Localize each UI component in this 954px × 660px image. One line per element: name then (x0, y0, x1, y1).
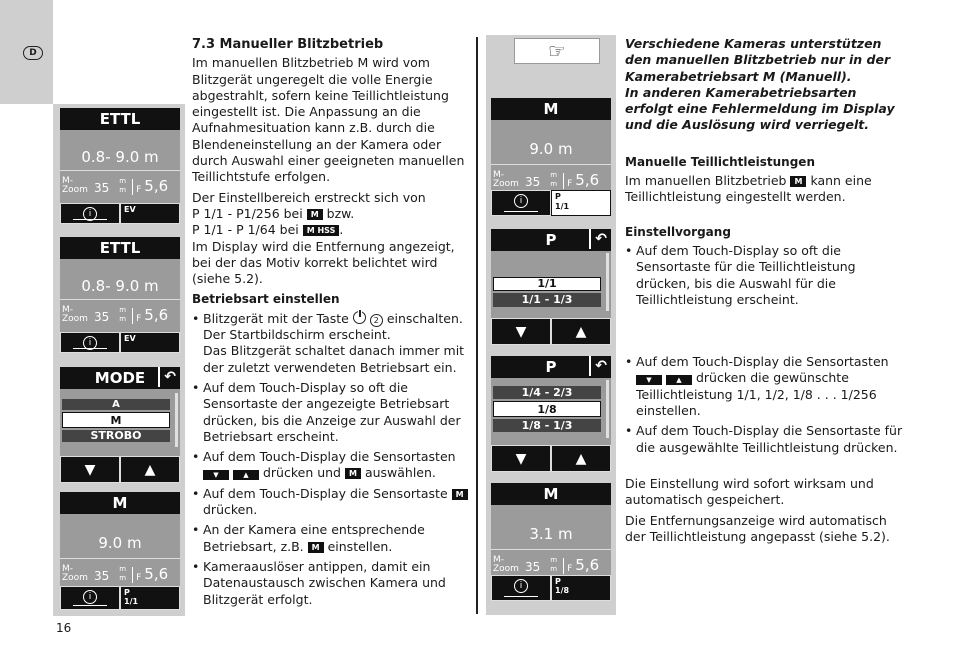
list-item: • Auf dem Touch-Display die Sensortaste für die ausgewählte Teillichtleistung drücken. (625, 423, 905, 456)
nav-buttons (491, 318, 611, 345)
f-label: F (136, 185, 142, 195)
info-button[interactable] (491, 575, 551, 601)
info-button[interactable] (491, 190, 551, 216)
back-icon[interactable]: ↶ (589, 229, 607, 249)
mode-steps-list (192, 311, 468, 608)
info-button[interactable] (60, 586, 120, 610)
screen-title[interactable]: ETTL (60, 108, 180, 130)
nav-buttons (60, 456, 180, 483)
scrollbar[interactable] (606, 380, 609, 438)
step-text: einstellen. (327, 538, 393, 554)
subheading-partial-power: Manuelle Teillichtleistungen (625, 154, 815, 169)
distance-readout: 0.8- 9.0 m (81, 277, 159, 295)
power-option[interactable]: 1/8 - 1/3 (493, 419, 601, 432)
back-icon[interactable]: ↶ (589, 356, 607, 376)
underline (73, 605, 108, 606)
underline (73, 348, 108, 349)
footer-buttons (60, 203, 180, 224)
zoom-unit: m m (119, 306, 127, 323)
zoom-unit: m m (119, 177, 127, 194)
underline (73, 219, 108, 220)
hand-pointer-icon: ☞ (548, 39, 566, 63)
display-mode-select (60, 367, 180, 483)
display-ettl-1 (60, 108, 180, 224)
range-hss: P 1/1 - P 1/64 bei (192, 222, 299, 238)
mode-option-strobo[interactable]: STROBO (62, 430, 170, 442)
language-badge: D (23, 46, 43, 60)
power-option[interactable]: 1/4 - 2/3 (493, 386, 601, 399)
number-two-icon: 2 (370, 314, 383, 327)
note-paragraph: Verschiedene Kameras unterstützen den manuellen Blitzbetrieb nur in der Kamerabetriebsart M (Manuell). In anderen Kamerabetriebsarten erfolgt eine Fehlermeldung im Display und die Auslösung wird verriegelt. (625, 36, 895, 133)
divider (132, 179, 133, 195)
zoom-unit: m m (550, 556, 558, 573)
nav-buttons (491, 445, 611, 472)
divider (563, 173, 564, 189)
subheading-procedure: Einstellvorgang (625, 224, 731, 239)
step-text: drücken. (203, 502, 258, 518)
divider (132, 308, 133, 324)
power-level-button[interactable] (551, 575, 611, 601)
f-label: F (136, 573, 142, 583)
p-value: 1/1 (555, 202, 570, 211)
f-value: 5,6 (144, 306, 169, 324)
mode-list (60, 389, 180, 442)
screen-title (491, 356, 611, 378)
power-list (491, 378, 611, 432)
subheading-mode: Betriebsart einstellen (192, 292, 340, 307)
up-button[interactable]: ▲ (120, 456, 180, 483)
down-button[interactable]: ▼ (491, 318, 551, 345)
f-value: 5,6 (144, 565, 169, 583)
zoom-info (60, 300, 180, 324)
step-text: Auf dem Touch-Display die Sensortasten (203, 449, 456, 465)
p-label: P (555, 577, 561, 586)
m-badge: M (790, 176, 806, 187)
text: Im manuellen Blitzbetrieb (625, 173, 787, 189)
down-arrow-icon: ▼ (636, 375, 662, 385)
step-text: Blitzgerät mit der Taste (203, 310, 349, 326)
step-text: drücken die gewünschte Teillichtleistung 1/1, 1/2, 1/8 . . . 1/256 einstellen. (636, 370, 877, 419)
back-icon[interactable]: ↶ (158, 367, 176, 387)
power-option-selected[interactable]: 1/8 (493, 401, 601, 417)
f-value: 5,6 (144, 177, 169, 195)
up-button[interactable]: ▲ (551, 445, 611, 472)
scrollbar[interactable] (175, 393, 178, 447)
zoom-label: M- Zoom (493, 555, 519, 574)
down-arrow-icon: ▼ (203, 470, 229, 480)
zoom-label: M- Zoom (62, 564, 88, 583)
step-text: Das Blitzgerät schaltet danach immer mit der zuletzt verwendeten Betriebsart ein. (203, 343, 465, 375)
mode-option-a[interactable]: A (62, 399, 170, 410)
p-label: P (555, 192, 561, 201)
column-divider (476, 37, 478, 614)
zoom-info (491, 165, 611, 189)
divider (132, 567, 133, 583)
range-m: P 1/1 - P1/256 bei (192, 205, 303, 221)
zoom-info (60, 559, 180, 583)
footer-buttons (60, 586, 180, 610)
zoom-info (491, 550, 611, 574)
display-paragraph: Im Display wird die Entfernung angezeigt, bei der das Motiv korrekt belichtet wird (siehe 5.2). (192, 238, 455, 287)
up-arrow-icon: ▲ (666, 375, 692, 385)
ev-button[interactable]: EV (120, 203, 180, 224)
m-badge: M (308, 542, 324, 553)
p-title[interactable]: P (545, 231, 557, 249)
procedure-list (625, 243, 905, 456)
display-manual-1 (60, 492, 180, 610)
info-icon: i (83, 207, 97, 221)
zoom-unit: m m (550, 171, 558, 188)
screen-title[interactable]: M (60, 492, 180, 514)
range-hss-end: . (339, 222, 344, 238)
distance-readout: 3.1 m (529, 525, 573, 543)
power-option[interactable]: 1/1 (493, 277, 601, 291)
section-heading: 7.3 Manueller Blitzbetrieb (192, 37, 384, 52)
zoom-value: 35 (94, 181, 110, 195)
f-value: 5,6 (575, 171, 600, 189)
underline (504, 596, 539, 597)
text: kann eine Teillichtleistung eingestellt werden. (625, 173, 872, 205)
down-button[interactable]: ▼ (60, 456, 120, 483)
step-text: drücken und (262, 465, 341, 481)
info-button[interactable] (60, 203, 120, 224)
power-option[interactable]: 1/1 - 1/3 (493, 293, 601, 307)
page-number: 16 (56, 621, 72, 635)
info-button[interactable] (60, 332, 120, 353)
distance-readout: 9.0 m (98, 534, 142, 552)
zoom-value: 35 (94, 569, 110, 583)
zoom-label: M- Zoom (62, 305, 88, 324)
screen-title[interactable]: M (491, 483, 611, 505)
list-item: • Auf dem Touch-Display so oft die Sensortaste für die Teillichtleistung drücken, bis die Auswahl für die Teillichtleistung erscheint. (625, 243, 905, 308)
range-paragraph (192, 190, 468, 239)
display-power-select-1 (491, 229, 611, 345)
p-value: 1/1 (124, 597, 139, 606)
m-badge: M (307, 209, 323, 220)
p-label: P (124, 588, 130, 597)
footer-buttons (491, 190, 611, 216)
zoom-unit: m m (119, 565, 127, 582)
scrollbar[interactable] (606, 253, 609, 311)
display-manual-2 (491, 98, 611, 216)
list-item (192, 522, 468, 555)
m-hss-badge: M HSS (303, 225, 340, 236)
screen-title (60, 367, 180, 389)
screen-title[interactable]: ETTL (60, 237, 180, 259)
range-intro: Der Einstellbereich erstreckt sich von (192, 189, 426, 205)
footer-buttons (60, 332, 180, 353)
distance-readout: 0.8- 9.0 m (81, 148, 159, 166)
zoom-info (60, 171, 180, 195)
list-item (192, 486, 468, 519)
p-title[interactable]: P (545, 358, 557, 376)
main-text-column (192, 37, 468, 612)
display-manual-3 (491, 483, 611, 601)
screen-title (491, 229, 611, 251)
m-badge: M (452, 489, 468, 500)
step-text: An der Kamera eine entsprechende Betriebsart, z.B. (203, 522, 425, 554)
step-text: Auf dem Touch-Display die Sensortasten (636, 354, 889, 370)
divider (563, 558, 564, 574)
info-icon: i (514, 194, 528, 208)
step-text: Der Startbildschirm erscheint. (203, 327, 391, 343)
partial-power-paragraph (625, 173, 905, 206)
info-icon: i (83, 336, 97, 350)
mode-title[interactable]: MODE (94, 369, 146, 387)
power-level-button[interactable] (120, 586, 180, 610)
up-arrow-icon: ▲ (233, 470, 259, 480)
zoom-value: 35 (525, 560, 541, 574)
save-paragraph: Die Einstellung wird sofort wirksam und automatisch gespeichert. (625, 475, 874, 508)
zoom-value: 35 (94, 310, 110, 324)
f-label: F (567, 179, 573, 189)
range-m-end: bzw. (326, 205, 355, 221)
info-icon: i (83, 590, 97, 604)
zoom-label: M- Zoom (493, 170, 519, 189)
f-label: F (136, 314, 142, 324)
list-item (192, 449, 468, 482)
power-list (491, 251, 611, 307)
footer-buttons (491, 575, 611, 601)
mode-option-m[interactable]: M (62, 412, 170, 428)
distance-paragraph: Die Entfernungsanzeige wird automatisch der Teillichtleistung angepasst (siehe 5.2). (625, 512, 890, 544)
down-button[interactable]: ▼ (491, 445, 551, 472)
step-text: Auf dem Touch-Display die Sensortaste (203, 485, 448, 501)
list-item: • Kameraauslöser antippen, damit ein Datenaustausch zwischen Kamera und Blitzgerät erfolgt. (192, 559, 468, 608)
list-item (192, 311, 468, 376)
m-badge: M (345, 468, 361, 479)
display-power-select-2 (491, 356, 611, 472)
power-icon (353, 311, 366, 324)
zoom-label: M- Zoom (62, 176, 88, 195)
right-text-column (625, 36, 905, 549)
step-text: einschalten. (386, 310, 463, 326)
step-text: auswählen. (364, 465, 436, 481)
up-button[interactable]: ▲ (551, 318, 611, 345)
power-level-button[interactable] (551, 190, 611, 216)
list-item (625, 354, 905, 419)
p-value: 1/8 (555, 586, 570, 595)
distance-readout: 9.0 m (529, 140, 573, 158)
f-label: F (567, 564, 573, 574)
display-ettl-2 (60, 237, 180, 353)
intro-paragraph: Im manuellen Blitzbetrieb M wird vom Blitzgerät ungeregelt die volle Energie abgestrahlt, sofern keine Teillichtleistung eingestellt ist. Die Anpassung an die Aufnahmesituation kann z.B. durch die Blendeneinstellung an der Kamera oder durch Auswahl einer geeigneten manuellen Teillichtstufe erfolgen. (192, 55, 465, 185)
underline (504, 211, 539, 212)
ev-button[interactable]: EV (120, 332, 180, 353)
info-icon: i (514, 579, 528, 593)
screen-title[interactable]: M (491, 98, 611, 120)
hand-pointer-box (514, 38, 600, 64)
zoom-value: 35 (525, 175, 541, 189)
f-value: 5,6 (575, 556, 600, 574)
list-item: • Auf dem Touch-Display so oft die Sensortaste der angezeigte Betriebsart drücken, bis die Anzeige zur Auswahl der Betriebsart erscheint. (192, 380, 468, 445)
